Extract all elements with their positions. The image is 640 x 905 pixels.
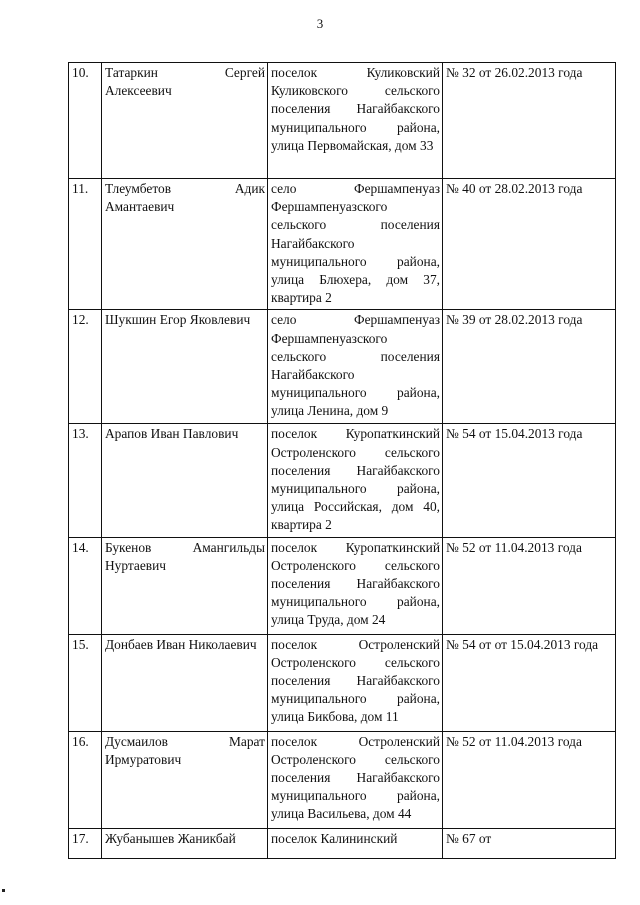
document-ref: № 40 от 28.02.2013 года [443,179,616,310]
table-row [69,424,616,537]
row-number: 11. [69,179,102,310]
document-ref: № 52 от 11.04.2013 года [443,537,616,634]
document-ref: № 54 от 15.04.2013 года [443,424,616,537]
address: поселок Куропаткинский Остроленского сельского поселения Нагайбакского муниципального района, улица Российская, дом 40, квартира 2 [268,424,443,537]
person-name: Арапов Иван Павлович [102,424,268,537]
table-row [69,828,616,858]
person-name: Дусмаилов Марат Ирмуратович [102,731,268,828]
address: поселок Калининский [268,828,443,858]
document-ref: № 67 от [443,828,616,858]
row-number: 17. [69,828,102,858]
row-number: 10. [69,63,102,179]
row-number: 13. [69,424,102,537]
person-name: Жубанышев Жаникбай [102,828,268,858]
address: село Фершампенуаз Фершампенуазского сельского поселения Нагайбакского муниципального района, улица Ленина, дом 9 [268,310,443,424]
person-name: Букенов Амангильды Нуртаевич [102,537,268,634]
person-name: Татаркин Сергей Алексеевич [102,63,268,179]
document-ref: № 39 от 28.02.2013 года [443,310,616,424]
table-row [69,634,616,731]
person-name: Донбаев Иван Николаевич [102,634,268,731]
row-number: 16. [69,731,102,828]
document-ref: № 54 от от 15.04.2013 года [443,634,616,731]
row-number: 14. [69,537,102,634]
document-ref: № 52 от 11.04.2013 года [443,731,616,828]
table-row [69,731,616,828]
page-number: 3 [316,16,324,31]
person-name: Тлеумбетов Адик Амантаевич [102,179,268,310]
document-ref: № 32 от 26.02.2013 года [443,63,616,179]
address: поселок Куликовский Куликовского сельского поселения Нагайбакского муниципального района, улица Первомайская, дом 33 [268,63,443,179]
table-row [69,310,616,424]
registry-table [68,62,616,859]
person-name: Шукшин Егор Яковлевич [102,310,268,424]
table-row [69,179,616,310]
address: село Фершампенуаз Фершампенуазского сельского поселения Нагайбакского муниципального района, улица Блюхера, дом 37, квартира 2 [268,179,443,310]
scan-artifact [2,889,5,892]
row-number: 12. [69,310,102,424]
address: поселок Остроленский Остроленского сельского поселения Нагайбакского муниципального района, улица Васильева, дом 44 [268,731,443,828]
table-row [69,537,616,634]
address: поселок Куропаткинский Остроленского сельского поселения Нагайбакского муниципального района, улица Труда, дом 24 [268,537,443,634]
row-number: 15. [69,634,102,731]
address: поселок Остроленский Остроленского сельского поселения Нагайбакского муниципального района, улица Бикбова, дом 11 [268,634,443,731]
table-row [69,63,616,179]
